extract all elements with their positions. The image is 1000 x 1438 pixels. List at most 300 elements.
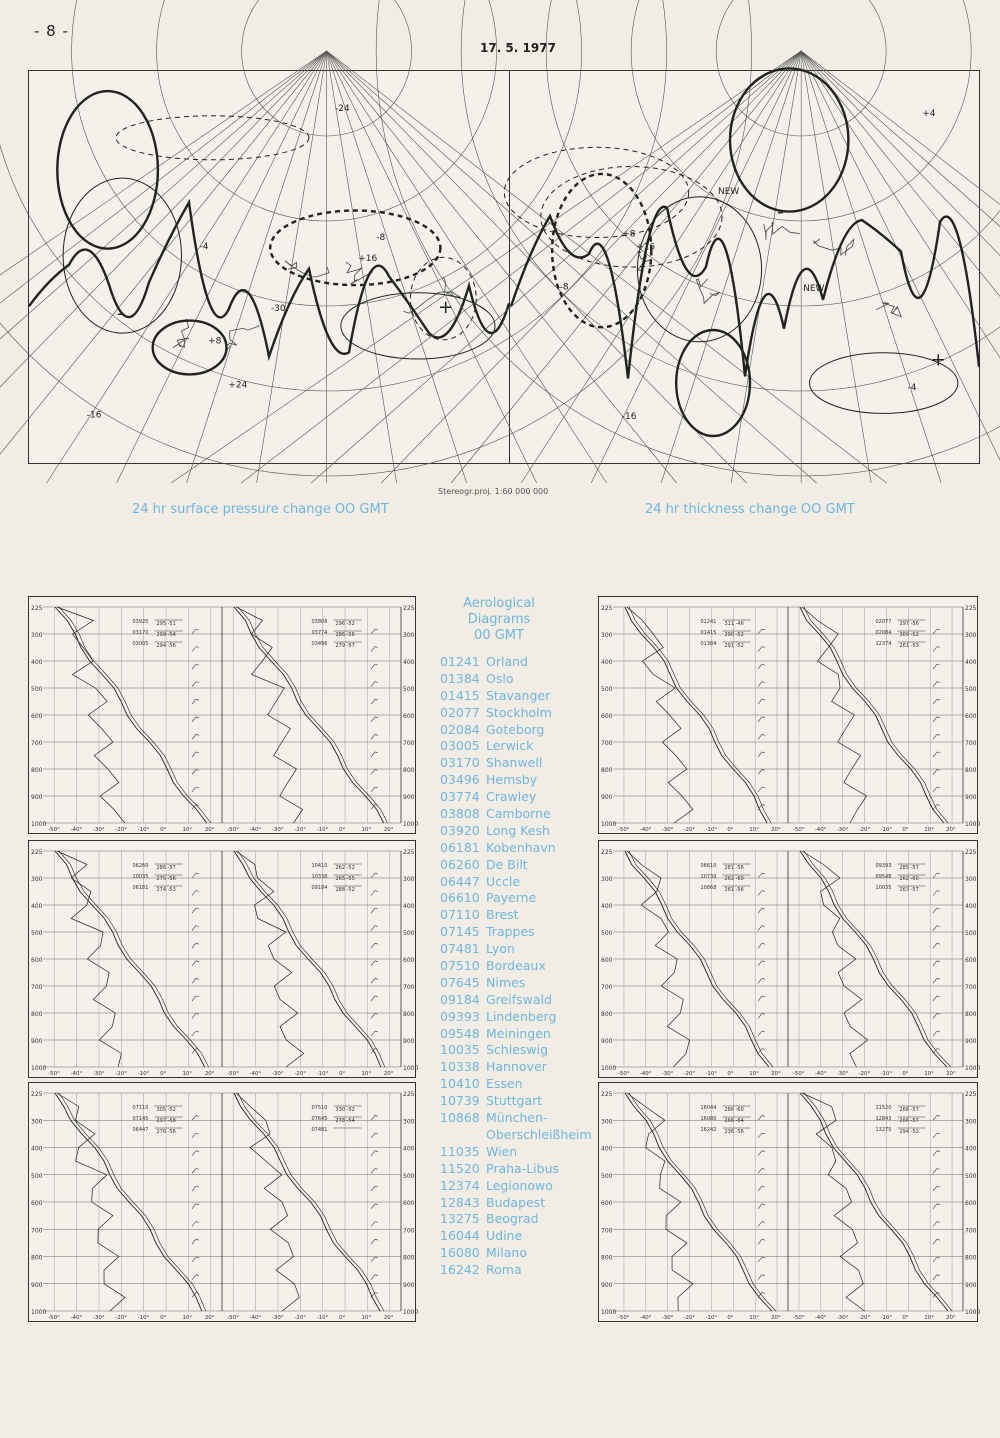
isoline: [637, 197, 761, 342]
wind-barb: [933, 1257, 940, 1262]
station-values: 236 -56: [724, 1129, 744, 1135]
station-code: 11520: [875, 1105, 892, 1111]
station-id: 10338: [440, 1059, 480, 1075]
station-code: 12843: [875, 1116, 892, 1122]
temp-tick-label: -30°: [836, 1071, 849, 1077]
wind-barb: [371, 978, 378, 983]
station-name: Oberschleißheim: [486, 1126, 592, 1142]
wind-barb: [192, 1115, 199, 1120]
station-id: 02084: [440, 721, 480, 737]
temp-tick-label: -50°: [792, 827, 805, 833]
map-label: +: [930, 349, 946, 371]
pressure-label: 500: [965, 930, 977, 937]
temp-tick-label: -20°: [294, 827, 307, 833]
pressure-label: 700: [403, 740, 415, 747]
map-label: -16: [86, 410, 102, 421]
station-id: 10868: [440, 1110, 480, 1126]
pressure-label: 1000: [965, 1309, 981, 1316]
pressure-label: 700: [31, 1227, 43, 1235]
pressure-label: 400: [601, 659, 613, 666]
wind-barb: [192, 1133, 199, 1138]
pressure-label: 900: [403, 794, 415, 801]
station-values: 286 -56: [335, 632, 355, 638]
pressure-label: 1000: [31, 1065, 47, 1072]
wind-barb: [192, 647, 199, 652]
wind-barb: [933, 769, 940, 774]
pressure-label: 700: [601, 1227, 613, 1235]
temp-tick-label: 0°: [339, 1315, 346, 1321]
temp-tick-label: 20°: [946, 827, 956, 833]
isoline: [57, 91, 158, 249]
map-label: -30: [270, 303, 286, 314]
wind-barb: [758, 961, 765, 966]
wind-barb: [933, 1133, 940, 1138]
station-row: [440, 890, 592, 907]
station-id: 01241: [440, 654, 480, 669]
pressure-label: 300: [601, 632, 613, 639]
pressure-label: 600: [31, 713, 43, 720]
station-row: [440, 1178, 592, 1195]
station-name: Stockholm: [486, 704, 552, 720]
pressure-label: 800: [31, 1011, 43, 1018]
station-values: 274 -53: [156, 887, 176, 893]
temp-tick-label: -10°: [705, 1315, 718, 1321]
station-name: Uccle: [486, 873, 521, 889]
temp-tick-label: 0°: [160, 1315, 167, 1321]
wind-barb: [933, 1013, 940, 1018]
temp-tick-label: -10°: [705, 1071, 718, 1077]
station-name: Lyon: [486, 941, 515, 957]
pressure-label: 800: [403, 1254, 415, 1262]
pressure-label: 1000: [601, 821, 617, 828]
station-id: 07645: [440, 974, 480, 990]
coastline: [226, 325, 259, 352]
pressure-label: 900: [601, 794, 613, 801]
temp-tick-label: -40°: [639, 827, 652, 833]
station-name: Shanwell: [486, 755, 543, 771]
map-label: -4: [199, 242, 209, 253]
station-code: 03920: [132, 619, 149, 625]
pressure-label: 225: [965, 849, 977, 856]
station-id: 10739: [440, 1093, 480, 1109]
isoline: [341, 293, 495, 359]
station-values: 311 -46: [724, 621, 744, 627]
wind-barb: [192, 787, 199, 792]
station-values: 286 -60: [724, 1107, 744, 1113]
wind-barb: [192, 873, 199, 878]
meridian-line: [521, 51, 801, 483]
temp-tick-label: -30°: [271, 1315, 284, 1321]
pressure-label: 800: [601, 1254, 613, 1262]
temp-tick-label: 10°: [749, 1071, 759, 1077]
pressure-label: 1000: [965, 821, 981, 828]
wind-barb: [192, 1222, 199, 1227]
wind-barb: [933, 664, 940, 669]
temp-tick-label: -50°: [792, 1071, 805, 1077]
wind-barb: [933, 1031, 940, 1036]
station-id: 06181: [440, 839, 480, 855]
station-values: 281 -56: [724, 865, 744, 871]
station-code: 03496: [311, 641, 328, 647]
wind-barb: [371, 752, 378, 757]
wind-barb: [758, 1275, 765, 1280]
temp-tick-label: 0°: [160, 1071, 167, 1077]
temp-tick-label: -50°: [792, 1315, 805, 1321]
pressure-label: 225: [601, 605, 613, 612]
temp-tick-label: 20°: [383, 1071, 394, 1077]
pressure-label: 500: [31, 930, 43, 937]
wind-barb: [192, 1257, 199, 1262]
station-code: 10338: [311, 874, 328, 880]
temp-tick-label: -40°: [639, 1315, 652, 1321]
station-name: Udine: [486, 1228, 523, 1244]
pressure-label: 500: [31, 686, 43, 693]
wind-barb: [371, 961, 378, 966]
temp-tick-label: -20°: [683, 1071, 696, 1077]
wind-barb: [933, 978, 940, 983]
temp-tick-label: 0°: [727, 1071, 734, 1077]
station-row: [440, 941, 592, 958]
pressure-label: 900: [601, 1038, 613, 1045]
meridian-line: [801, 51, 1000, 483]
station-id: 03808: [440, 806, 480, 822]
pressure-label: 700: [965, 984, 977, 991]
pressure-label: 900: [965, 794, 977, 801]
station-name: Long Kesh: [486, 822, 550, 838]
pressure-label: 400: [965, 1145, 977, 1153]
wind-barb: [371, 996, 378, 1001]
wind-barb: [758, 908, 765, 913]
pressure-label: 900: [31, 794, 43, 801]
station-row: [440, 1211, 592, 1228]
station-code: 10868: [700, 885, 717, 891]
pressure-label: 700: [403, 984, 415, 991]
station-code: 07481: [311, 1127, 328, 1133]
wind-barb: [933, 996, 940, 1001]
pressure-label: 500: [403, 930, 415, 937]
coastline: [285, 261, 329, 277]
wind-barb: [758, 1222, 765, 1227]
station-name: Lindenberg: [486, 1008, 557, 1024]
pressure-label: 225: [965, 605, 977, 612]
aerological-diagram-2: [28, 840, 419, 1078]
wind-barb: [371, 908, 378, 913]
station-code: 07110: [132, 1105, 149, 1111]
temp-tick-label: 0°: [160, 827, 167, 833]
station-name: Hemsby: [486, 772, 538, 788]
wind-barb: [192, 926, 199, 931]
temp-tick-label: -20°: [294, 1071, 307, 1077]
wind-barb: [758, 996, 765, 1001]
meridian-line: [0, 51, 327, 483]
wind-barb: [371, 1186, 378, 1191]
temp-tick-label: -40°: [639, 1071, 652, 1077]
station-row: [440, 654, 592, 671]
station-id: 11035: [440, 1143, 480, 1159]
wind-barb: [192, 1186, 199, 1191]
station-code: 13275: [875, 1127, 892, 1133]
temp-tick-label: -20°: [683, 827, 696, 833]
pressure-label: 600: [403, 713, 415, 720]
temp-tick-label: 10°: [361, 827, 372, 833]
pressure-label: 225: [403, 605, 415, 612]
pressure-label: 225: [31, 1091, 43, 1098]
aerological-diagram-5: [598, 840, 981, 1078]
pressure-label: 500: [965, 686, 977, 693]
pressure-label: 225: [965, 1091, 977, 1098]
wind-barb: [933, 1186, 940, 1191]
pressure-label: 225: [601, 1091, 613, 1098]
temp-tick-label: 0°: [902, 1071, 909, 1077]
map-label: -: [117, 303, 124, 325]
temp-tick-label: -50°: [227, 1071, 239, 1077]
temp-tick-label: 10°: [361, 1071, 372, 1077]
pressure-label: 800: [403, 1011, 415, 1018]
station-row: [440, 1059, 592, 1076]
pressure-label: 900: [403, 1281, 415, 1289]
wind-barb: [371, 717, 378, 722]
station-name: Meiningen: [486, 1025, 551, 1041]
map-label: -4: [907, 383, 917, 393]
station-row: [440, 789, 592, 806]
station-values: 309 -52: [899, 632, 919, 638]
station-row: [440, 1262, 592, 1279]
pressure-label: 800: [403, 767, 415, 774]
temp-tick-label: -30°: [661, 827, 674, 833]
temp-tick-label: -20°: [683, 1315, 696, 1321]
station-values: 330 -52: [335, 1107, 355, 1113]
temp-tick-label: 20°: [204, 1071, 215, 1077]
pressure-label: 700: [31, 984, 43, 991]
wind-barb: [933, 1168, 940, 1173]
station-values: 275 -56: [156, 876, 176, 882]
wind-barb: [933, 1222, 940, 1227]
wind-barb: [371, 647, 378, 652]
temp-tick-label: -30°: [271, 827, 284, 833]
station-code: 16242: [700, 1127, 717, 1133]
station-name: Schleswig: [486, 1042, 549, 1058]
wind-barb: [758, 629, 765, 634]
station-code: 06260: [132, 863, 149, 869]
meridian-line: [327, 51, 537, 483]
coastline: [876, 303, 901, 317]
temp-tick-label: 10°: [924, 1315, 934, 1321]
station-values: 266 -57: [899, 1118, 919, 1124]
pressure-label: 500: [601, 686, 613, 693]
station-id: 01384: [440, 670, 480, 686]
pressure-label: 600: [601, 1200, 613, 1207]
wind-barb: [933, 647, 940, 652]
thickness-caption: 24 hr thickness change OO GMT: [645, 502, 855, 517]
pressure-label: 600: [965, 957, 977, 964]
temp-tick-label: -50°: [48, 1315, 60, 1321]
station-row: [440, 823, 592, 840]
station-row: [440, 1026, 592, 1043]
station-values: 299 -54: [156, 632, 176, 638]
station-code: 07645: [311, 1116, 328, 1122]
wind-barb: [192, 682, 199, 687]
temp-tick-label: -40°: [814, 1315, 827, 1321]
station-row: [440, 722, 592, 739]
wind-barb: [371, 1204, 378, 1209]
station-name: Praha-Libus: [486, 1160, 560, 1176]
temp-tick-label: 0°: [339, 1071, 346, 1077]
pressure-label: 1000: [601, 1065, 617, 1072]
map-label: -24: [335, 103, 350, 114]
station-name: Stavanger: [486, 687, 551, 703]
station-id: 02077: [440, 704, 480, 720]
meridian-line: [801, 51, 1000, 483]
temp-tick-label: -10°: [137, 1315, 150, 1321]
meridian-line: [801, 51, 871, 483]
pressure-label: 900: [965, 1281, 977, 1289]
meridian-line: [801, 51, 1000, 483]
station-values: 305 -52: [156, 1107, 176, 1113]
pressure-label: 300: [965, 632, 977, 639]
wind-barb: [192, 1031, 199, 1036]
wind-barb: [758, 752, 765, 757]
temp-tick-label: -30°: [836, 827, 849, 833]
temp-tick-label: -50°: [617, 827, 630, 833]
station-name: Budapest: [486, 1194, 546, 1210]
pressure-label: 800: [965, 1011, 977, 1018]
temp-tick-label: -40°: [70, 827, 83, 833]
station-code: 01415: [700, 630, 717, 636]
station-values: 291 -52: [724, 643, 744, 649]
station-id: 07110: [440, 907, 480, 923]
temp-tick-label: -30°: [92, 1071, 105, 1077]
station-name: Trappes: [486, 924, 535, 940]
pressure-label: 600: [403, 957, 415, 964]
wind-barb: [371, 1168, 378, 1173]
map-label: +16: [358, 253, 378, 264]
wind-barb: [758, 1031, 765, 1036]
isoline: [730, 68, 848, 211]
station-name: Goteborg: [486, 721, 545, 737]
zero-isoline: [511, 207, 979, 379]
temp-tick-label: -40°: [249, 827, 262, 833]
pressure-label: 300: [601, 1118, 613, 1126]
pressure-label: 225: [31, 605, 43, 612]
wind-barb: [933, 1239, 940, 1244]
station-name: Orland: [486, 654, 528, 669]
pressure-label: 500: [965, 1172, 977, 1180]
station-code: 03005: [132, 641, 149, 647]
station-row: [440, 840, 592, 857]
station-name: Lerwick: [486, 738, 534, 754]
wind-barb: [933, 908, 940, 913]
station-values: 279 -57: [335, 643, 355, 649]
station-name: Hannover: [486, 1059, 547, 1075]
pressure-label: 400: [965, 659, 977, 666]
station-code: 01241: [700, 619, 717, 625]
temp-tick-label: 0°: [727, 827, 734, 833]
map-scale-note: Stereogr.proj. 1:60 000 000: [438, 487, 549, 496]
wind-barb: [933, 734, 940, 739]
wind-barb: [371, 769, 378, 774]
wind-barb: [371, 873, 378, 878]
station-name: Stuttgart: [486, 1093, 543, 1109]
station-code: 03808: [311, 619, 328, 625]
pressure-label: 600: [601, 957, 613, 964]
station-values: 261 -53: [899, 643, 919, 649]
map-label: -8: [559, 282, 569, 293]
wind-barb: [371, 664, 378, 669]
temp-tick-label: -20°: [858, 1071, 871, 1077]
station-code: 09393: [875, 863, 892, 869]
pressure-label: 400: [31, 903, 43, 910]
meridian-line: [327, 51, 397, 483]
wind-barb: [933, 629, 940, 634]
meridian-line: [0, 51, 327, 483]
wind-barb: [933, 699, 940, 704]
wind-barb: [192, 629, 199, 634]
temp-tick-label: -10°: [705, 827, 718, 833]
station-name: De Bilt: [486, 856, 528, 872]
wind-barb: [933, 873, 940, 878]
aerological-title-line: Diagrams: [467, 612, 531, 627]
aerological-diagram-3: [28, 1082, 419, 1322]
station-values: 263 -57: [899, 887, 919, 893]
pressure-label: 400: [601, 903, 613, 910]
temp-tick-label: -10°: [316, 1315, 329, 1321]
station-id: 09184: [440, 991, 480, 1007]
page-date: 17. 5. 1977: [480, 41, 556, 55]
aerological-title-line: Aerological: [463, 596, 535, 611]
wind-barb: [371, 1222, 378, 1227]
meridian-line: [0, 51, 327, 483]
wind-barb: [758, 699, 765, 704]
temp-tick-label: -40°: [814, 827, 827, 833]
pressure-label: 400: [403, 1145, 415, 1153]
station-row: [440, 1228, 592, 1245]
wind-barb: [192, 734, 199, 739]
station-code: 06447: [132, 1127, 149, 1133]
station-id: 01415: [440, 687, 480, 703]
wind-barb: [371, 734, 378, 739]
isoline: [676, 330, 750, 436]
pressure-label: 700: [403, 1227, 415, 1235]
station-name: Crawley: [486, 789, 537, 805]
station-id: 06447: [440, 873, 480, 889]
pressure-label: 500: [403, 686, 415, 693]
wind-barb: [192, 1204, 199, 1209]
meridian-line: [801, 51, 1000, 483]
wind-barb: [758, 1239, 765, 1244]
meridian-line: [801, 51, 1000, 483]
pressure-label: 600: [31, 957, 43, 964]
station-list: [440, 654, 592, 1279]
temp-tick-label: -10°: [880, 1315, 893, 1321]
station-code: 02084: [875, 630, 892, 636]
temp-tick-label: 20°: [771, 827, 781, 833]
station-id: 06610: [440, 890, 480, 906]
meridian-line: [0, 51, 327, 483]
pressure-label: 900: [31, 1281, 43, 1289]
pressure-label: 500: [31, 1172, 43, 1180]
temp-tick-label: -20°: [115, 1315, 128, 1321]
wind-barb: [371, 1133, 378, 1138]
pressure-label: 300: [601, 876, 613, 883]
pressure-label: 600: [965, 1200, 977, 1207]
station-row: [440, 924, 592, 941]
temp-tick-label: -40°: [814, 1071, 827, 1077]
temp-tick-label: -40°: [249, 1071, 262, 1077]
temp-tick-label: -10°: [880, 827, 893, 833]
wind-barb: [371, 1013, 378, 1018]
temp-tick-label: 20°: [204, 1315, 215, 1321]
station-id: 16242: [440, 1262, 480, 1278]
